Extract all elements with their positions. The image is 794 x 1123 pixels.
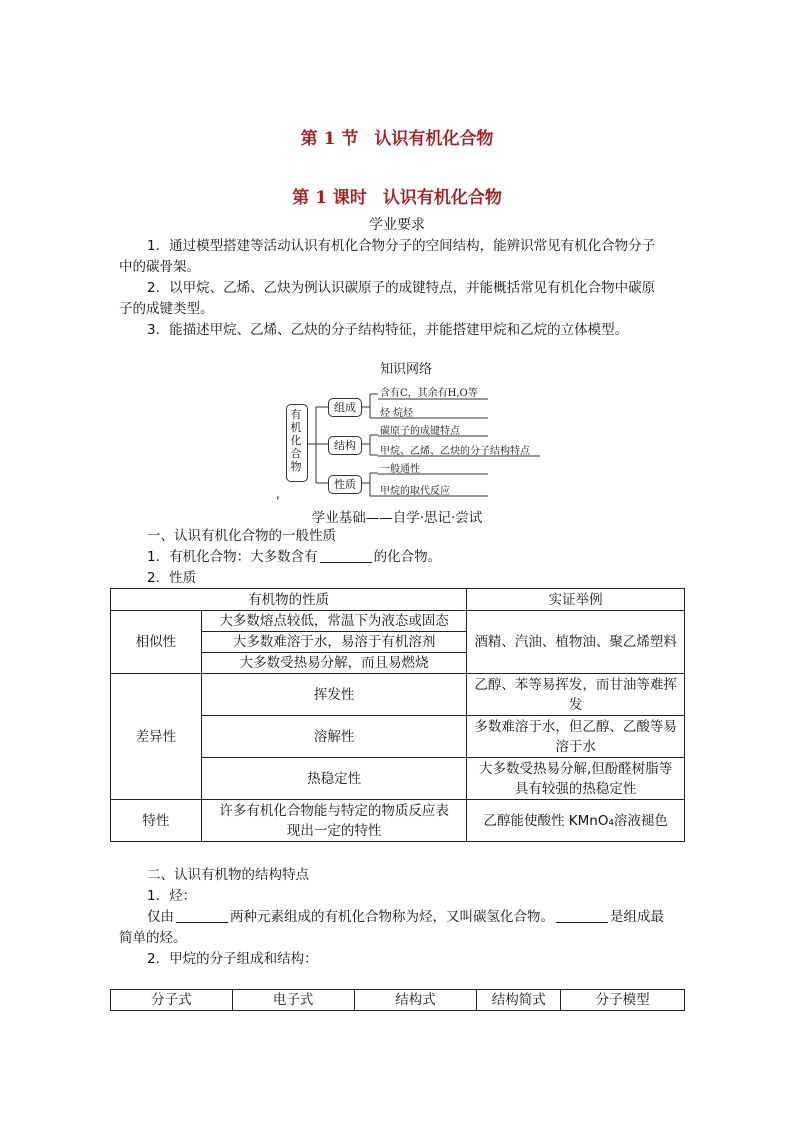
- requirement-line: 2．以甲烷、乙烯、乙炔为例认识碳原子的成键特点，并能概括常见有机化合物中碳原: [147, 280, 656, 296]
- diff-example-line: 溶于水: [555, 738, 596, 755]
- structure-text: 是组成最: [610, 909, 664, 925]
- root-char: 物: [290, 460, 302, 473]
- fill-blank[interactable]: [320, 548, 372, 563]
- branch-properties: 性质: [328, 475, 362, 494]
- diff-example-line: 具有较强的热稳定性: [514, 780, 637, 797]
- header-property: 有机物的性质: [111, 589, 467, 611]
- header-formula: 分子式: [111, 990, 233, 1011]
- requirement-line: 中的碳骨架。: [119, 259, 200, 275]
- diff-example: [467, 674, 685, 716]
- header-model: 分子模型: [561, 990, 685, 1011]
- diff-example-line: 乙醇、苯等易挥发，而甘油等难挥: [474, 676, 677, 693]
- root-char: 机: [290, 421, 302, 434]
- section-name: 认识有机化合物: [374, 129, 494, 149]
- requirement-line: 子的成键类型。: [119, 301, 214, 317]
- root-char: 有: [290, 408, 302, 421]
- requirement-line: 3．能描述甲烷、乙烯、乙炔的分子结构特征，并能搭建甲烷和乙烷的立体模型。: [147, 322, 629, 338]
- knowledge-network-heading: 知识网络: [380, 362, 433, 377]
- fill-blank[interactable]: [176, 908, 228, 923]
- diff-example-line: 发: [568, 696, 583, 713]
- property-table: [110, 588, 685, 842]
- lesson-number: 第 1 课时: [292, 188, 367, 208]
- diff-example: [467, 758, 685, 800]
- basics-item1-text: 1．有机化合物：大多数含有: [147, 549, 318, 565]
- similar-label: 相似性: [111, 611, 202, 674]
- structure-line2: 简单的烃。: [119, 930, 187, 946]
- diff-property: 热稳定性: [201, 758, 467, 800]
- special-property: [201, 800, 467, 842]
- structure-item1: 1．烃：: [147, 888, 197, 904]
- fill-blank[interactable]: [556, 908, 608, 923]
- structure-text: 两种元素组成的有机化合物称为烃，又叫碳氢化合物。: [230, 909, 554, 925]
- knowledge-network-map: [270, 380, 550, 510]
- basics-item2: 2．性质: [147, 570, 197, 586]
- requirements-heading: 学业要求: [369, 217, 425, 233]
- similar-item: 大多数受热易分解，而且易燃烧: [201, 653, 467, 674]
- header-electron: 电子式: [232, 990, 354, 1011]
- structure-line1: [147, 907, 664, 928]
- root-char: 合: [290, 447, 302, 460]
- section-title: [0, 124, 794, 149]
- diff-property: 挥发性: [201, 674, 467, 716]
- mind-map-root-text: [289, 408, 303, 473]
- similar-item: 大多数熔点较低，常温下为液态或固态: [201, 611, 467, 632]
- lesson-name: 认识有机化合物: [382, 188, 502, 208]
- similar-item: 大多数难溶于水，易溶于有机溶剂: [201, 632, 467, 653]
- leaf-text: 含有C，其余有H,O等: [380, 388, 478, 399]
- special-line: 许多有机化合物能与特定的物质反应表: [219, 802, 449, 819]
- diff-example: [467, 716, 685, 758]
- leaf-text: 甲烷的取代反应: [380, 486, 450, 497]
- methane-table: [110, 989, 685, 1011]
- leaf-text: 甲烷、乙烯、乙炔的分子结构特点: [380, 446, 530, 457]
- special-line: 现出一定的特性: [286, 822, 382, 839]
- special-example: 乙醇能使酸性 KMnO₄溶液褪色: [467, 800, 685, 842]
- leaf-text: 一般通性: [380, 464, 420, 475]
- requirement-line: 1．通过模型搭建等活动认识有机化合物分子的空间结构，能辨识常见有机化合物分子: [147, 238, 656, 254]
- basics-item1-text: 的化合物。: [373, 549, 442, 565]
- branch-composition: 组成: [328, 398, 362, 417]
- header-structural: 结构式: [354, 990, 477, 1011]
- structure-item2: 2．甲烷的分子组成和结构：: [147, 951, 318, 967]
- diff-property: 溶解性: [201, 716, 467, 758]
- section-number: 第 1 节: [300, 129, 359, 149]
- section2-title: 二、认识有机物的结构特点: [147, 867, 309, 883]
- branch-structure: 结构: [328, 436, 362, 455]
- stray-comma: ,: [276, 487, 280, 501]
- leaf-text: 烃 烷烃: [380, 408, 414, 419]
- special-label: 特性: [111, 800, 202, 842]
- basics-item1: [147, 547, 441, 568]
- structure-text: 仅由: [147, 909, 174, 925]
- diff-example-line: 大多数受热易分解,但酚醛树脂等: [479, 760, 673, 777]
- header-example: 实证举例: [467, 589, 685, 611]
- diff-label: 差异性: [111, 674, 202, 800]
- leaf-text: 碳原子的成键特点: [380, 426, 460, 437]
- header-condensed: 结构简式: [477, 990, 561, 1011]
- lesson-title: [0, 183, 794, 208]
- diff-example-line: 多数难溶于水，但乙醇、乙酸等易: [474, 718, 677, 735]
- basics-heading: 学业基础——自学·思记·尝试: [311, 510, 483, 526]
- section1-title: 一、认识有机化合物的一般性质: [147, 528, 336, 544]
- similar-example: 酒精、汽油、植物油、聚乙烯塑料: [467, 611, 685, 674]
- root-char: 化: [290, 434, 302, 447]
